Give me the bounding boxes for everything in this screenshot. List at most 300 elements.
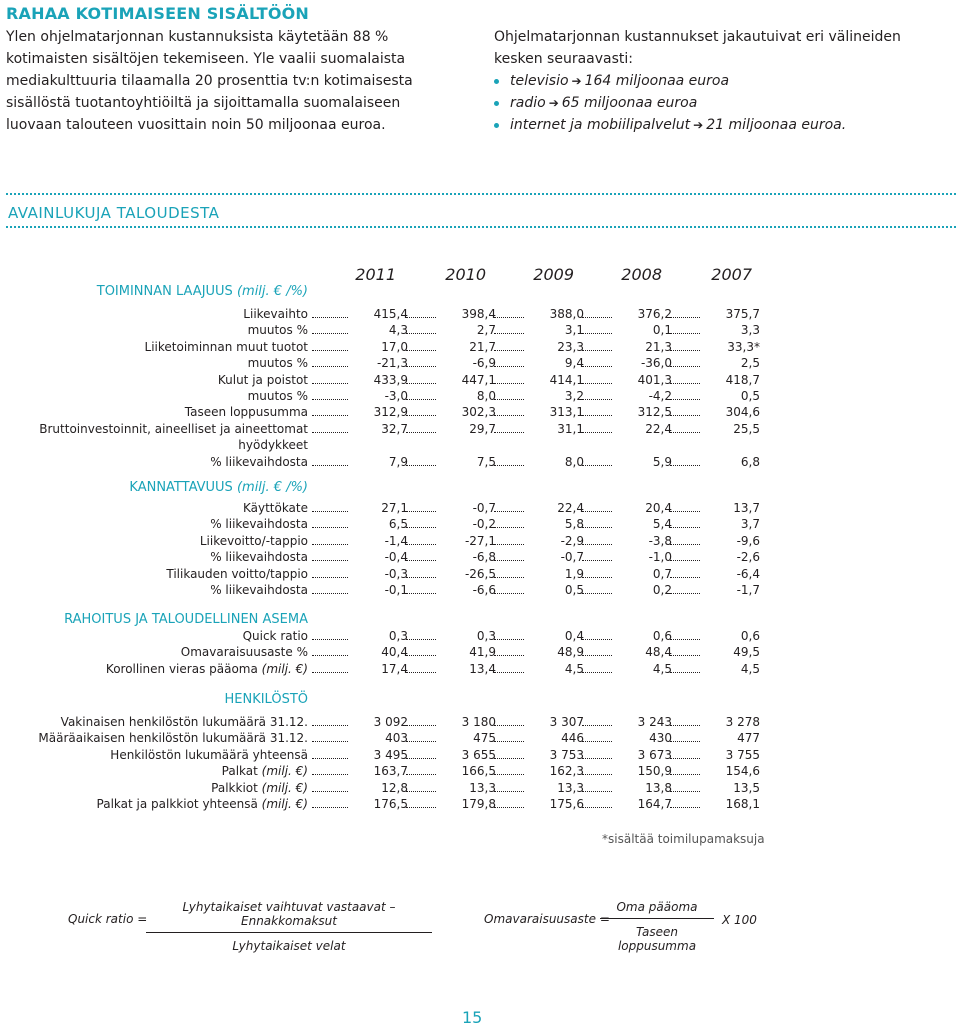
- table-cell: 3 753: [549, 747, 584, 762]
- table-cell: 7,5: [476, 454, 496, 469]
- dot-leader: [494, 366, 524, 367]
- dot-leader: [406, 758, 436, 759]
- dot-leader: [670, 672, 700, 673]
- dot-leader: [494, 560, 524, 561]
- dot-leader: [582, 758, 612, 759]
- row-label: Henkilöstön lukumäärä yhteensä: [110, 747, 308, 762]
- table-cell: 3,2: [564, 389, 584, 403]
- section-title: TOIMINNAN LAAJUUS (milj. € /%): [96, 284, 308, 299]
- table-cell: 21,3: [645, 339, 672, 354]
- dot-leader: [406, 791, 436, 792]
- dot-leader: [406, 366, 436, 367]
- table-cell: 22,4: [645, 421, 672, 436]
- table-cell: 312,5: [637, 405, 672, 420]
- table-cell: 31,1: [557, 421, 584, 436]
- table-cell: 415,4: [373, 307, 408, 321]
- table-cell: -6,4: [736, 566, 760, 581]
- table-cell: 403: [385, 731, 408, 746]
- equity-ratio-fraction: [600, 900, 714, 953]
- table-row: [0, 339, 960, 355]
- row-label: Määräaikaisen henkilöstön lukumäärä 31.12.: [38, 731, 308, 746]
- row-label: Palkat (milj. €): [221, 764, 308, 779]
- dot-leader: [494, 383, 524, 384]
- cost-medium: internet ja mobiilipalvelut: [510, 117, 691, 133]
- table-cell: 477: [737, 731, 760, 746]
- dot-leader: [312, 383, 348, 384]
- table-cell: 154,6: [725, 764, 760, 779]
- bullet-icon: [494, 101, 499, 106]
- row-label: Käyttökate: [242, 501, 308, 515]
- dot-leader: [582, 791, 612, 792]
- dot-leader: [494, 639, 524, 640]
- table-cell: -1,4: [384, 533, 408, 548]
- dot-leader: [494, 544, 524, 545]
- quick-ratio-denominator: Lyhytaikaiset velat: [232, 939, 346, 953]
- table-cell: 0,2: [652, 583, 672, 597]
- dot-leader: [494, 333, 524, 334]
- table-cell: 12,8: [381, 780, 408, 795]
- year-header: 2007: [711, 265, 752, 284]
- table-cell: 48,4: [645, 645, 672, 660]
- table-cell: -6,6: [472, 583, 496, 597]
- dot-leader: [406, 383, 436, 384]
- table-cell: 8,0: [476, 389, 496, 403]
- table-cell: 3 278: [725, 715, 760, 729]
- dot-leader: [406, 560, 436, 561]
- dot-leader: [582, 725, 612, 726]
- table-cell: 418,7: [725, 372, 760, 387]
- cost-item: [494, 70, 944, 92]
- table-cell: 20,4: [645, 501, 672, 515]
- year-header: 2010: [445, 265, 486, 284]
- table-row: [0, 500, 960, 516]
- table-cell: 22,4: [557, 501, 584, 515]
- dot-leader: [494, 465, 524, 466]
- cost-amount: 65 miljoonaa euroa: [561, 95, 698, 111]
- table-row: [0, 404, 960, 420]
- table-cell: -0,4: [384, 550, 408, 565]
- dot-leader: [670, 415, 700, 416]
- dot-leader: [494, 415, 524, 416]
- table-cell: 13,5: [733, 780, 760, 795]
- dot-leader: [406, 415, 436, 416]
- table-row: [0, 730, 960, 746]
- year-header: 2009: [533, 265, 574, 284]
- dot-leader: [582, 383, 612, 384]
- table-cell: 5,4: [652, 517, 672, 532]
- table-cell: 376,2: [637, 307, 672, 321]
- dot-leader: [582, 774, 612, 775]
- row-label: Liiketoiminnan muut tuotot: [144, 339, 308, 354]
- table-cell: 475: [473, 731, 496, 746]
- dot-leader: [582, 560, 612, 561]
- dot-leader: [670, 741, 700, 742]
- table-cell: 0,7: [652, 566, 672, 581]
- dot-leader: [670, 725, 700, 726]
- table-cell: 179,8: [461, 797, 496, 811]
- dot-leader: [406, 432, 436, 433]
- table-cell: 6,5: [388, 517, 408, 532]
- table-cell: 446: [561, 731, 584, 746]
- row-label: Palkkiot (milj. €): [211, 780, 308, 795]
- table-row: [0, 421, 960, 452]
- dot-leader: [582, 544, 612, 545]
- dot-leader: [670, 544, 700, 545]
- arrow-right-icon: ➔: [548, 96, 559, 110]
- dot-leader: [312, 399, 348, 400]
- year-header: 2011: [355, 265, 396, 284]
- table-cell: 0,6: [740, 629, 760, 643]
- cost-item: [494, 114, 944, 136]
- dot-leader: [312, 527, 348, 528]
- table-cell: 4,5: [564, 661, 584, 676]
- dot-leader: [582, 577, 612, 578]
- table-cell: 163,7: [373, 764, 408, 779]
- dot-leader: [582, 415, 612, 416]
- dot-leader: [406, 725, 436, 726]
- dot-leader: [582, 350, 612, 351]
- cost-list: [494, 70, 944, 136]
- table-cell: 2,7: [476, 323, 496, 338]
- table-cell: 4,5: [740, 661, 760, 676]
- table-cell: -36,0: [640, 356, 672, 371]
- dot-leader: [312, 544, 348, 545]
- table-cell: 4,5: [652, 661, 672, 676]
- dot-leader: [582, 399, 612, 400]
- dot-leader: [312, 317, 348, 318]
- dot-leader: [582, 432, 612, 433]
- row-label: Kulut ja poistot: [217, 372, 308, 387]
- table-cell: 0,5: [740, 389, 760, 403]
- dot-leader: [312, 350, 348, 351]
- dot-leader: [406, 741, 436, 742]
- dot-leader: [670, 432, 700, 433]
- dot-leader: [582, 366, 612, 367]
- dot-leader: [582, 527, 612, 528]
- dot-leader: [670, 399, 700, 400]
- dot-leader: [582, 465, 612, 466]
- dot-leader: [670, 317, 700, 318]
- dot-leader: [670, 791, 700, 792]
- dot-leader: [494, 511, 524, 512]
- dot-leader: [670, 577, 700, 578]
- table-cell: -6,8: [472, 550, 496, 565]
- equity-ratio-multiplier: X 100: [722, 913, 757, 927]
- dot-leader: [406, 593, 436, 594]
- table-cell: 166,5: [461, 764, 496, 779]
- dot-leader: [582, 639, 612, 640]
- dot-leader: [494, 527, 524, 528]
- table-cell: 3 307: [549, 715, 584, 729]
- row-label: % liikevaihdosta: [210, 550, 308, 565]
- dot-leader: [406, 350, 436, 351]
- divider-bottom: [6, 226, 956, 228]
- dot-leader: [582, 333, 612, 334]
- table-cell: 25,5: [733, 421, 760, 436]
- table-cell: 0,5: [564, 583, 584, 597]
- table-cell: 3 655: [461, 747, 496, 762]
- table-cell: -27,1: [464, 533, 496, 548]
- dot-leader: [406, 333, 436, 334]
- table-cell: 5,9: [652, 454, 672, 469]
- dot-leader: [670, 527, 700, 528]
- dot-leader: [494, 791, 524, 792]
- table-cell: 430: [649, 731, 672, 746]
- table-cell: 447,1: [461, 372, 496, 387]
- table-cell: 3 495: [373, 747, 408, 762]
- row-label: Palkat ja palkkiot yhteensä (milj. €): [96, 797, 308, 811]
- equity-ratio-denominator: Taseen loppusumma: [617, 925, 697, 953]
- row-label: % liikevaihdosta: [210, 517, 308, 532]
- cost-amount: 164 miljoonaa euroa: [584, 73, 730, 89]
- dot-leader: [582, 741, 612, 742]
- table-cell: -0,3: [384, 566, 408, 581]
- table-cell: 375,7: [725, 307, 760, 321]
- row-label: muutos %: [247, 323, 308, 338]
- page-number: 15: [462, 1008, 483, 1027]
- cost-medium: radio: [510, 95, 546, 111]
- dot-leader: [494, 725, 524, 726]
- arrow-right-icon: ➔: [571, 74, 582, 88]
- dot-leader: [312, 655, 348, 656]
- cost-item: [494, 92, 944, 114]
- table-cell: 312,9: [373, 405, 408, 420]
- row-label: Liikevaihto: [243, 307, 308, 321]
- table-cell: 304,6: [725, 405, 760, 420]
- dot-leader: [494, 577, 524, 578]
- table-cell: -2,6: [736, 550, 760, 565]
- divider-top: [6, 193, 956, 195]
- dot-leader: [406, 465, 436, 466]
- table-cell: 48,9: [557, 645, 584, 660]
- table-cell: 0,4: [564, 629, 584, 643]
- table-cell: -6,9: [472, 356, 496, 371]
- row-label: muutos %: [247, 356, 308, 371]
- table-row: [0, 388, 960, 404]
- dot-leader: [582, 317, 612, 318]
- dot-leader: [670, 807, 700, 808]
- dot-leader: [494, 807, 524, 808]
- dot-leader: [670, 560, 700, 561]
- dot-leader: [494, 399, 524, 400]
- dot-leader: [312, 333, 348, 334]
- table-cell: 17,0: [381, 339, 408, 354]
- table-row: [0, 533, 960, 549]
- section-title: HENKILÖSTÖ: [224, 692, 308, 707]
- dot-leader: [406, 317, 436, 318]
- dot-leader: [312, 758, 348, 759]
- dot-leader: [312, 639, 348, 640]
- row-label: Tilikauden voitto/tappio: [166, 566, 308, 581]
- dot-leader: [670, 366, 700, 367]
- equity-ratio-numerator: Oma pääoma: [600, 900, 714, 919]
- dot-leader: [312, 577, 348, 578]
- intro-paragraph: Ylen ohjelmatarjonnan kustannuksista käytetään 88 % kotimaisten sisältöjen tekemiseen. Yle vaalii suomalaista mediakulttuuria tilaamalla 20 prosenttia tv:n kotimaisesta sisällöstä tuotantoyhtiöiltä ja sijoittamalla suomalaiseen luovaan talouteen vuosittain noin 50 miljoonaa euroa.: [6, 29, 413, 133]
- table-cell: 175,6: [549, 797, 584, 811]
- dot-leader: [312, 774, 348, 775]
- cost-medium: televisio: [510, 73, 569, 89]
- dot-leader: [494, 741, 524, 742]
- dot-leader: [670, 774, 700, 775]
- table-cell: 17,4: [381, 661, 408, 676]
- dot-leader: [406, 807, 436, 808]
- table-cell: 3 673: [637, 747, 672, 762]
- table-cell: 5,8: [564, 517, 584, 532]
- table-row: [0, 454, 960, 470]
- row-label: Taseen loppusumma: [184, 405, 308, 420]
- dot-leader: [494, 350, 524, 351]
- table-cell: 27,1: [381, 501, 408, 515]
- dot-leader: [494, 317, 524, 318]
- table-cell: 3,7: [740, 517, 760, 532]
- table-row: [0, 549, 960, 565]
- arrow-right-icon: ➔: [693, 118, 704, 132]
- table-row: [0, 747, 960, 763]
- table-cell: 9,4: [564, 356, 584, 371]
- quick-ratio-numerator: Lyhytaikaiset vaihtuvat vastaavat – Ennakkomaksut: [146, 900, 432, 933]
- dot-leader: [406, 527, 436, 528]
- dot-leader: [312, 415, 348, 416]
- table-cell: 40,4: [381, 645, 408, 660]
- table-cell: 0,3: [476, 629, 496, 643]
- table-cell: 3,3: [740, 323, 760, 338]
- table-cell: 0,3: [388, 629, 408, 643]
- table-cell: 0,1: [652, 323, 672, 338]
- dot-leader: [406, 577, 436, 578]
- dot-leader: [582, 511, 612, 512]
- dot-leader: [406, 655, 436, 656]
- equity-ratio-formula-name: Omavaraisuusaste =: [484, 912, 610, 926]
- dot-leader: [406, 511, 436, 512]
- table-cell: 32,7: [381, 421, 408, 436]
- quick-ratio-fraction: [146, 900, 432, 953]
- table-cell: 23,3: [557, 339, 584, 354]
- row-label: Bruttoinvestoinnit, aineelliset ja aineettomat hyödykkeet: [39, 421, 308, 452]
- table-cell: 3 243: [637, 715, 672, 729]
- dot-leader: [312, 672, 348, 673]
- section-title: RAHOITUS JA TALOUDELLINEN ASEMA: [64, 612, 308, 627]
- section-heading: RAHAA KOTIMAISEEN SISÄLTÖÖN: [6, 4, 310, 23]
- dot-leader: [312, 741, 348, 742]
- row-label: muutos %: [247, 389, 308, 403]
- table-cell: 33,3*: [727, 339, 760, 354]
- table-cell: 3 180: [461, 715, 496, 729]
- table-row: [0, 582, 960, 598]
- table-cell: -0,7: [472, 501, 496, 515]
- row-label: % liikevaihdosta: [210, 454, 308, 469]
- table-cell: 398,4: [461, 307, 496, 321]
- table-cell: 162,3: [549, 764, 584, 779]
- dot-leader: [406, 672, 436, 673]
- dot-leader: [312, 807, 348, 808]
- table-row: [0, 566, 960, 582]
- table-cell: 433,9: [373, 372, 408, 387]
- table-cell: -0,2: [472, 517, 496, 532]
- dot-leader: [670, 511, 700, 512]
- row-label: Korollinen vieras pääoma (milj. €): [105, 661, 308, 676]
- table-cell: 13,7: [733, 501, 760, 515]
- table-cell: -4,2: [648, 389, 672, 403]
- year-header: 2008: [621, 265, 662, 284]
- table-cell: 168,1: [725, 797, 760, 811]
- table-row: [0, 714, 960, 730]
- table-cell: 13,3: [557, 780, 584, 795]
- table-cell: 3 092: [373, 715, 408, 729]
- table-row: [0, 763, 960, 779]
- table-cell: 6,8: [740, 454, 760, 469]
- dot-leader: [406, 774, 436, 775]
- table-cell: 302,3: [461, 405, 496, 420]
- table-cell: 13,8: [645, 780, 672, 795]
- table-row: [0, 628, 960, 644]
- dot-leader: [406, 639, 436, 640]
- dot-leader: [406, 544, 436, 545]
- table-cell: 0,6: [652, 629, 672, 643]
- dot-leader: [494, 758, 524, 759]
- table-cell: 2,5: [740, 356, 760, 371]
- row-label: Vakinaisen henkilöstön lukumäärä 31.12.: [60, 715, 308, 729]
- table-row: [0, 355, 960, 371]
- table-row: [0, 322, 960, 338]
- table-row: [0, 661, 960, 677]
- dot-leader: [670, 593, 700, 594]
- table-cell: 41,9: [469, 645, 496, 660]
- dot-leader: [582, 807, 612, 808]
- table-cell: 313,1: [549, 405, 584, 420]
- table-cell: -9,6: [736, 533, 760, 548]
- table-cell: -0,7: [560, 550, 584, 565]
- dot-leader: [406, 399, 436, 400]
- row-label: Omavaraisuusaste %: [180, 645, 308, 660]
- dot-leader: [312, 432, 348, 433]
- dot-leader: [670, 333, 700, 334]
- dot-leader: [670, 465, 700, 466]
- dot-leader: [312, 366, 348, 367]
- dot-leader: [312, 511, 348, 512]
- dot-leader: [494, 655, 524, 656]
- table-cell: 3,1: [564, 323, 584, 338]
- table-cell: 29,7: [469, 421, 496, 436]
- dot-leader: [494, 593, 524, 594]
- table-row: [0, 796, 960, 812]
- table-cell: 401,3: [637, 372, 672, 387]
- cost-breakdown-lead: Ohjelmatarjonnan kustannukset jakautuivat eri välineiden kesken seuraavasti:: [494, 29, 901, 67]
- bullet-icon: [494, 79, 499, 84]
- table-row: [0, 306, 960, 322]
- table-cell: -2,9: [560, 533, 584, 548]
- cost-breakdown: [494, 26, 944, 136]
- table-cell: 164,7: [637, 797, 672, 811]
- table-row: [0, 372, 960, 388]
- row-label: % liikevaihdosta: [210, 583, 308, 597]
- dot-leader: [670, 639, 700, 640]
- dot-leader: [670, 655, 700, 656]
- table-cell: 1,9: [564, 566, 584, 581]
- dot-leader: [494, 432, 524, 433]
- table-row: [0, 516, 960, 532]
- table-row: [0, 644, 960, 660]
- dot-leader: [312, 465, 348, 466]
- bullet-icon: [494, 123, 499, 128]
- key-figures-heading: AVAINLUKUJA TALOUDESTA: [8, 204, 220, 222]
- table-cell: -21,3: [376, 356, 408, 371]
- dot-leader: [582, 593, 612, 594]
- table-cell: 150,9: [637, 764, 672, 779]
- dot-leader: [582, 655, 612, 656]
- dot-leader: [670, 758, 700, 759]
- table-cell: 7,9: [388, 454, 408, 469]
- row-label: Quick ratio: [242, 629, 308, 643]
